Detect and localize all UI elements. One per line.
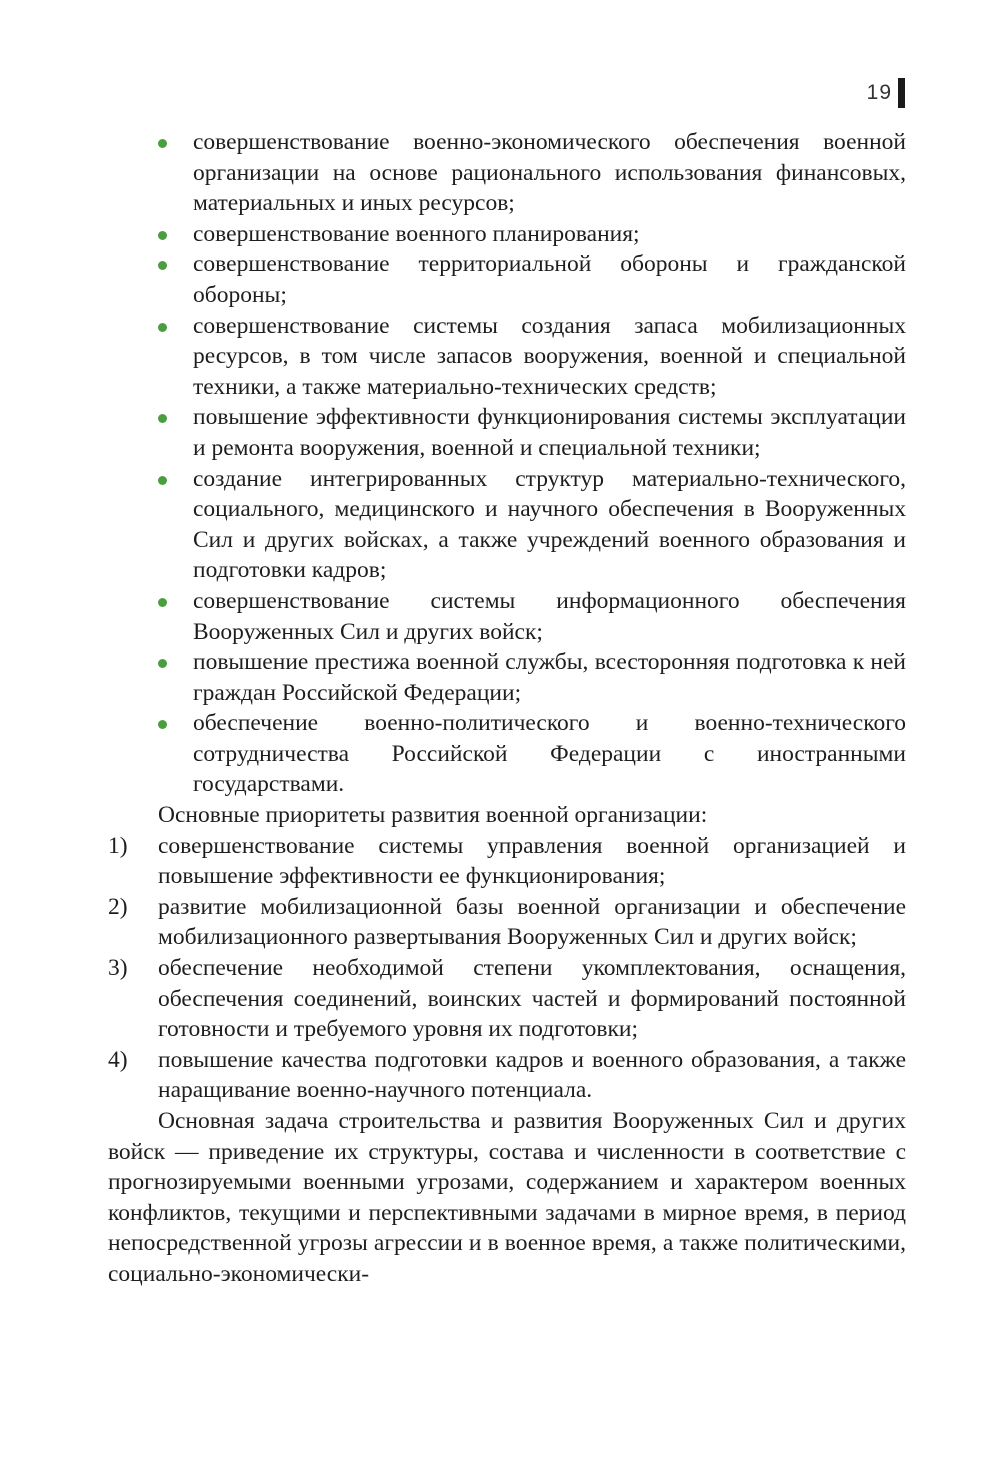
list-item — [108, 708, 906, 800]
list-item-text: совершенствование системы создания запаса мобилизационных ресурсов, в том числе запасов вооружения, военной и специальной техники, а также материально-технических средств; — [193, 312, 906, 400]
list-item-text: совершенствование системы информационного обеспечения Вооруженных Сил и других войск; — [193, 587, 906, 645]
list-item-text: совершенствование военно-экономического обеспечения военной организации на основе рационального использования финансовых, материальных и иных ресурсов; — [193, 129, 906, 217]
numbered-item — [108, 953, 906, 1045]
bullet-icon — [158, 414, 167, 423]
bullet-list — [108, 127, 906, 800]
bullet-icon — [158, 598, 167, 607]
priorities-heading: Основные приоритеты развития военной организации: — [158, 802, 708, 829]
list-item-text: совершенствование территориальной обороны и гражданской обороны; — [193, 251, 906, 308]
numbered-item-text: повышение качества подготовки кадров и военного образования, а также наращивание военно-научного потенциала. — [158, 1046, 906, 1104]
item-number: 2) — [108, 893, 128, 920]
page-number: 19 — [866, 81, 892, 104]
bullet-icon — [158, 231, 167, 240]
numbered-item-text: обеспечение необходимой степени укомплектования, оснащения, обеспечения соединений, воинских частей и формирований постоянной готовности и требуемого уровня их подготовки; — [158, 955, 906, 1043]
list-item — [108, 249, 906, 310]
list-item — [108, 311, 906, 403]
page-number-bar — [898, 78, 905, 108]
list-item — [108, 127, 906, 219]
bullet-icon — [158, 261, 167, 270]
numbered-item — [108, 831, 906, 892]
numbered-item-text: совершенствование системы управления военной организацией и повышение эффективности ее функционирования; — [158, 832, 906, 890]
list-item — [108, 586, 906, 647]
bullet-icon — [158, 139, 167, 148]
page-content — [108, 127, 906, 1290]
list-item-text: создание интегрированных структур материально-технического, социального, медицинского и научного обеспечения в Вооруженных Сил и других войсках, а также учреждений военного образования и подготовки кадров; — [193, 465, 906, 584]
priorities-list — [108, 831, 906, 1106]
list-item-text: повышение эффективности функционирования системы эксплуатации и ремонта вооружения, военной и специальной техники; — [193, 404, 906, 461]
list-item — [108, 219, 906, 250]
item-number: 1) — [108, 832, 128, 859]
list-item-text: повышение престижа военной службы, всесторонняя подготовка к ней граждан Российской Федерации; — [193, 649, 906, 706]
numbered-item — [108, 892, 906, 953]
item-number: 4) — [108, 1046, 128, 1073]
bullet-icon — [158, 323, 167, 332]
bullet-icon — [158, 659, 167, 668]
list-item — [108, 464, 906, 586]
body-paragraph: Основная задача строительства и развития Вооруженных Сил и других войск — приведение их структуры, состава и численности в соответствие с прогнозируемыми военными угрозами, содержанием и характером военных конфликтов, текущими и перспективными задачами в мирное время, в период непосредственной угрозы агрессии и в военное время, а также политическими, социально-экономически- — [108, 1108, 906, 1287]
bullet-icon — [158, 476, 167, 485]
list-item — [108, 647, 906, 708]
numbered-item — [108, 1045, 906, 1106]
item-number: 3) — [108, 955, 128, 982]
numbered-item-text: развитие мобилизационной базы военной организации и обеспечение мобилизационного развертывания Вооруженных Сил и других войск; — [158, 893, 906, 951]
list-item-text: обеспечение военно-политического и военно-технического сотрудничества Российской Федерации с иностранными государствами. — [193, 710, 906, 798]
list-item-text: совершенствование военного планирования; — [193, 220, 640, 247]
bullet-icon — [158, 720, 167, 729]
list-item — [108, 402, 906, 463]
